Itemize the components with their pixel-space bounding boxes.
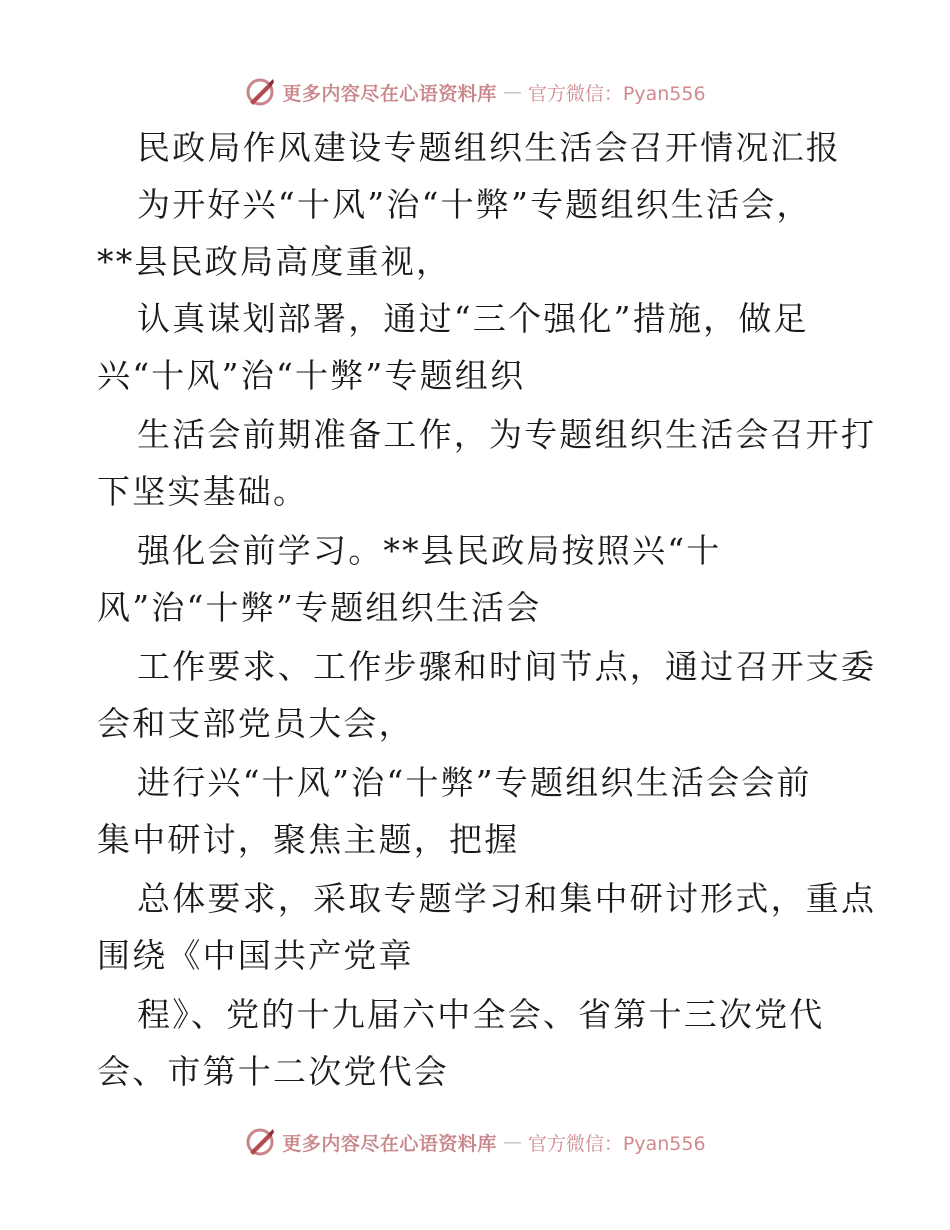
document-title: 民政局作风建设专题组织生活会召开情况汇报 xyxy=(137,128,841,167)
paragraph-line: 工作要求、工作步骤和时间节点，通过召开支委 xyxy=(137,647,877,686)
header-brand-text: 更多内容尽在心语资料库 xyxy=(282,82,497,105)
paragraph-line: 会和支部党员大会， xyxy=(97,704,414,743)
paragraph-line: 会、市第十二次党代会 xyxy=(97,1052,449,1091)
header-watermark xyxy=(0,72,950,112)
quill-logo-icon xyxy=(244,1126,276,1158)
paragraph-line: 程》、党的十九届六中全会、省第十三次党代 xyxy=(137,995,825,1034)
paragraph-line: 集中研讨，聚焦主题，把握 xyxy=(97,820,520,859)
paragraph-line: 认真谋划部署，通过“三个强化”措施，做足 xyxy=(137,299,809,338)
quill-logo-icon xyxy=(244,76,276,108)
footer-brand-text: 更多内容尽在心语资料库 xyxy=(282,1132,497,1155)
paragraph-line: 为开好兴“十风”治“十弊”专题组织生活会， xyxy=(137,185,812,224)
paragraph-line: **县民政局高度重视， xyxy=(97,242,452,281)
paragraph-line: 围绕《中国共产党章 xyxy=(97,936,414,975)
paragraph-line: 兴“十风”治“十弊”专题组织 xyxy=(97,356,526,395)
paragraph-line: 总体要求，采取专题学习和集中研讨形式，重点 xyxy=(137,879,877,918)
footer-wechat-text: 官方微信：Pyan556 xyxy=(527,1132,706,1155)
paragraph-line: 进行兴“十风”治“十弊”专题组织生活会会前 xyxy=(137,763,812,802)
header-separator: — xyxy=(502,81,522,103)
paragraph-line: 强化会前学习。**县民政局按照兴“十 xyxy=(137,531,722,570)
footer-separator: — xyxy=(502,1131,522,1153)
paragraph-line: 风”治“十弊”专题组织生活会 xyxy=(97,588,542,627)
paragraph-line: 下坚实基础。 xyxy=(97,472,309,511)
paragraph-line: 生活会前期准备工作，为专题组织生活会召开打 xyxy=(137,415,877,454)
header-wechat-text: 官方微信：Pyan556 xyxy=(527,82,706,105)
footer-watermark xyxy=(0,1122,950,1162)
